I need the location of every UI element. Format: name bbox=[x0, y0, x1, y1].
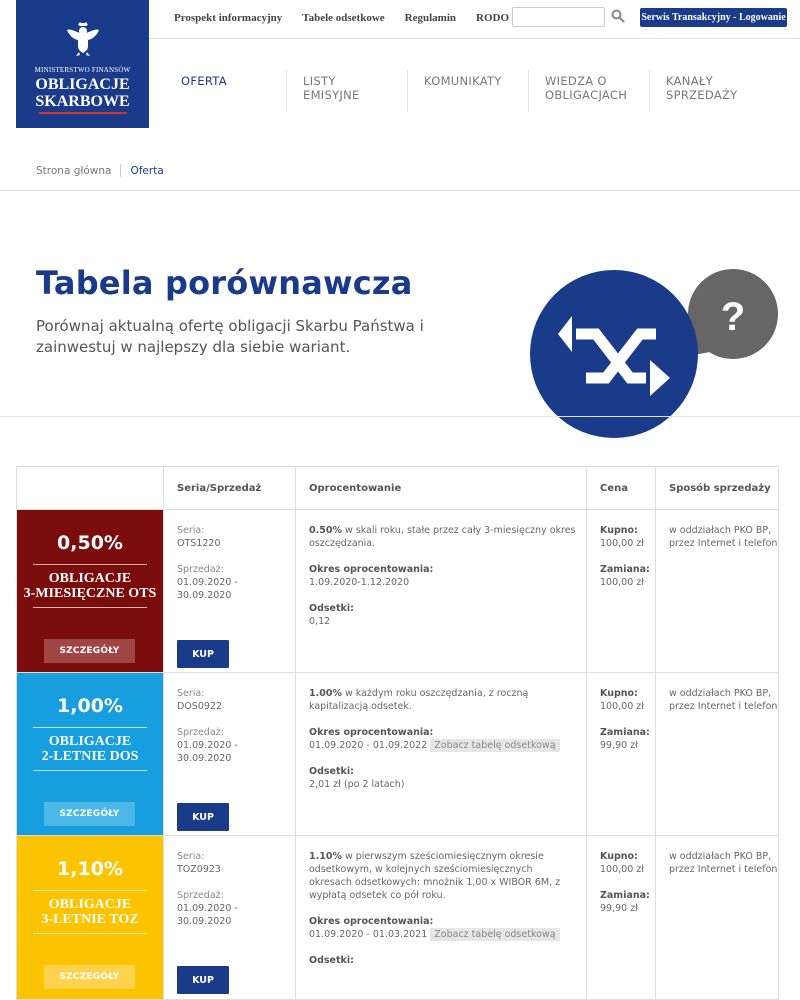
header-empty bbox=[17, 467, 163, 509]
bond-divider bbox=[33, 607, 147, 608]
logo-red-bar bbox=[39, 112, 127, 114]
buy-button[interactable]: KUP bbox=[177, 640, 229, 668]
price-cell: Kupno: 100,00 zł Zamiana: 99,90 zł bbox=[586, 836, 655, 999]
interest-amount: 0,12 bbox=[309, 616, 331, 627]
buy-button[interactable]: KUP bbox=[177, 803, 229, 831]
nav-item-listy-emisyjne[interactable]: LISTY EMISYJNE bbox=[286, 70, 407, 112]
link-regulations[interactable]: Regulamin bbox=[404, 12, 457, 24]
logo-ministry-text: MINISTERSTWO FINANSÓW bbox=[34, 66, 131, 74]
table-row bbox=[17, 836, 778, 999]
interest-cell: 0.50% w skali roku, stałe przez cały 3-miesięczny okres oszczędzania. Okres oprocentowania: 1.09.2020-1.12.2020 Odsetki: 0,12 bbox=[295, 510, 586, 672]
bond-rate: 1,10% bbox=[57, 858, 123, 880]
series-code: OTS1220 bbox=[177, 538, 221, 549]
page-title: Tabela porównawcza bbox=[36, 264, 413, 302]
login-button[interactable]: Serwis Transakcyjny - Logowanie bbox=[640, 8, 787, 27]
top-links bbox=[174, 11, 529, 25]
header-divider bbox=[149, 38, 800, 39]
bond-tile-dos bbox=[17, 673, 163, 835]
bond-divider bbox=[33, 770, 147, 771]
interest-cell: 1.00% w każdym roku oszczędzania, z roczną kapitalizacją odsetek. Okres oprocentowania: 01.09.2020 - 01.09.2022 Zobacz tabelę odsetkową Odsetki: 2,01 zł (po 2 latach) bbox=[295, 673, 586, 835]
bond-name: OBLIGACJE 2-LETNIE DOS bbox=[41, 734, 139, 764]
bond-divider bbox=[33, 933, 147, 934]
link-prospectus[interactable]: Prospekt informacyjny bbox=[174, 12, 283, 24]
interest-period: 01.09.2020 - 01.03.2021 bbox=[309, 929, 428, 940]
shuffle-arrows-icon bbox=[530, 270, 698, 438]
breadcrumb bbox=[36, 164, 164, 177]
search-input[interactable] bbox=[512, 7, 605, 27]
interest-period: 1.09.2020-1.12.2020 bbox=[309, 577, 410, 588]
question-mark-text: ? bbox=[720, 295, 746, 339]
link-interest-tables[interactable]: Tabele odsetkowe bbox=[302, 12, 385, 24]
breadcrumb-home[interactable]: Strona główna bbox=[36, 164, 112, 177]
nav-item-kanaly[interactable]: KANAŁY SPRZEDAŻY bbox=[649, 70, 770, 112]
interest-table-link[interactable]: Zobacz tabelę odsetkową bbox=[430, 928, 559, 941]
interest-cell: 1.10% w pierwszym sześciomiesięcznym okresie odsetkowym, w kolejnych sześciomiesięcznych okresach odsetkowych: mnożnik 1,00 x WIBOR 6M, z wypłatą odsetek co pół roku. Okres oprocentowania: 01.09.2020 - 01.03.2021 Zobacz tabelę odsetkową Odsetki: bbox=[295, 836, 586, 999]
table-row bbox=[17, 510, 778, 673]
series-code: DOS0922 bbox=[177, 701, 222, 712]
bond-divider bbox=[33, 727, 147, 728]
search-icon[interactable] bbox=[611, 9, 625, 23]
interest-amount: 2,01 zł (po 2 latach) bbox=[309, 779, 405, 790]
bond-tile-toz bbox=[17, 836, 163, 999]
bond-divider bbox=[33, 890, 147, 891]
header-series: Seria/Sprzedaż bbox=[163, 467, 295, 509]
buy-button[interactable]: KUP bbox=[177, 966, 229, 994]
logo-line-2: SKARBOWE bbox=[35, 93, 130, 110]
table-header bbox=[17, 467, 778, 510]
comparison-table bbox=[16, 466, 779, 1000]
header-sale-method: Sposób sprzedaży bbox=[655, 467, 778, 509]
bond-rate: 1,00% bbox=[57, 695, 123, 717]
logo-line-1: OBLIGACJE bbox=[35, 76, 130, 93]
nav-item-wiedza[interactable]: WIEDZA O OBLIGACJACH bbox=[528, 70, 649, 112]
main-nav bbox=[165, 70, 770, 112]
series-cell: Seria: OTS1220 Sprzedaż: 01.09.2020 - 30.09.2020 KUP bbox=[163, 510, 295, 672]
details-button[interactable]: SZCZEGÓŁY bbox=[44, 802, 135, 826]
interest-period: 01.09.2020 - 01.09.2022 bbox=[309, 740, 428, 751]
sale-dates: 01.09.2020 - 30.09.2020 bbox=[177, 903, 238, 927]
breadcrumb-divider bbox=[0, 190, 800, 191]
sale-method-cell: w oddziałach PKO BP, przez Internet i telefon bbox=[655, 836, 778, 999]
breadcrumb-current: Oferta bbox=[130, 164, 164, 177]
price-cell: Kupno: 100,00 zł Zamiana: 100,00 zł bbox=[586, 510, 655, 672]
bond-tile-ots bbox=[17, 510, 163, 672]
header-price: Cena bbox=[586, 467, 655, 509]
nav-item-komunikaty[interactable]: KOMUNIKATY bbox=[407, 70, 528, 112]
sale-method-cell: w oddziałach PKO BP, przez Internet i telefon bbox=[655, 510, 778, 672]
header-interest: Oprocentowanie bbox=[295, 467, 586, 509]
link-rodo[interactable]: RODO bbox=[476, 12, 510, 24]
page-subtitle: Porównaj aktualną ofertę obligacji Skarbu Państwa i zainwestuj w najlepszy dla siebie wariant. bbox=[36, 317, 424, 356]
hero-divider bbox=[0, 416, 800, 417]
bond-name: OBLIGACJE 3-MIESIĘCZNE OTS bbox=[23, 571, 157, 601]
breadcrumb-separator bbox=[120, 164, 121, 177]
site-logo[interactable] bbox=[16, 0, 149, 128]
bond-rate: 0,50% bbox=[57, 532, 123, 554]
nav-item-oferta[interactable]: OFERTA bbox=[181, 74, 227, 88]
sale-dates: 01.09.2020 - 30.09.2020 bbox=[177, 577, 238, 601]
sale-dates: 01.09.2020 - 30.09.2020 bbox=[177, 740, 238, 764]
series-code: TOZ0923 bbox=[177, 864, 221, 875]
series-cell: Seria: DOS0922 Sprzedaż: 01.09.2020 - 30.09.2020 KUP bbox=[163, 673, 295, 835]
bond-divider bbox=[33, 564, 147, 565]
series-cell: Seria: TOZ0923 Sprzedaż: 01.09.2020 - 30.09.2020 KUP bbox=[163, 836, 295, 999]
bond-name: OBLIGACJE 3-LETNIE TOZ bbox=[41, 897, 139, 927]
price-cell: Kupno: 100,00 zł Zamiana: 99,90 zł bbox=[586, 673, 655, 835]
table-row bbox=[17, 673, 778, 836]
details-button[interactable]: SZCZEGÓŁY bbox=[44, 965, 135, 989]
eagle-emblem-icon bbox=[66, 22, 100, 56]
sale-method-cell: w oddziałach PKO BP, przez Internet i telefon bbox=[655, 673, 778, 835]
interest-table-link[interactable]: Zobacz tabelę odsetkową bbox=[430, 739, 559, 752]
details-button[interactable]: SZCZEGÓŁY bbox=[44, 639, 135, 663]
